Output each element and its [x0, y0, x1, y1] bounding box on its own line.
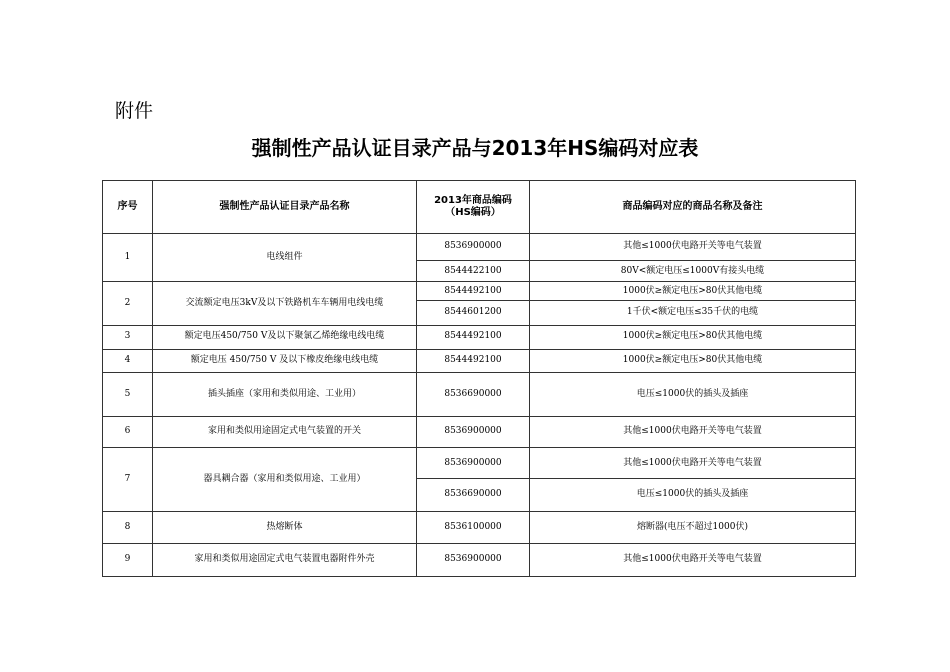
table-row — [103, 543, 856, 576]
table-row — [103, 372, 856, 416]
cell-code: 8536900000 — [417, 417, 530, 448]
cell-product: 家用和类似用途固定式电气装置电器附件外壳 — [153, 543, 417, 576]
cell-product: 家用和类似用途固定式电气装置的开关 — [153, 417, 417, 448]
cell-desc: 其他≤1000伏电路开关等电气装置 — [530, 417, 856, 448]
cell-seq: 1 — [103, 234, 153, 282]
header-hs-code-line2: （HS编码） — [445, 207, 501, 218]
cell-product: 额定电压450/750 V及以下聚氯乙烯绝缘电线电缆 — [153, 325, 417, 349]
cell-code: 8544422100 — [417, 261, 530, 282]
cell-seq: 3 — [103, 325, 153, 349]
table-row — [103, 325, 856, 349]
cell-seq: 2 — [103, 282, 153, 325]
table-row — [103, 234, 856, 261]
cell-code: 8536100000 — [417, 511, 530, 543]
cell-product: 交流额定电压3kV及以下铁路机车车辆用电线电缆 — [153, 282, 417, 325]
header-description: 商品编码对应的商品名称及备注 — [530, 181, 856, 234]
cell-code: 8536900000 — [417, 448, 530, 479]
table-row — [103, 282, 856, 301]
header-product-name: 强制性产品认证目录产品名称 — [153, 181, 417, 234]
cell-desc: 80V<额定电压≤1000V有接头电缆 — [530, 261, 856, 282]
cell-product: 插头插座（家用和类似用途、工业用） — [153, 372, 417, 416]
cell-desc: 其他≤1000伏电路开关等电气装置 — [530, 234, 856, 261]
header-seq: 序号 — [103, 181, 153, 234]
cell-desc: 1千伏<额定电压≤35千伏的电缆 — [530, 301, 856, 325]
cell-seq: 4 — [103, 349, 153, 372]
cell-code: 8544492100 — [417, 282, 530, 301]
cell-seq: 5 — [103, 372, 153, 416]
page-title: 强制性产品认证目录产品与2013年HS编码对应表 — [251, 136, 699, 160]
cell-desc: 1000伏≥额定电压>80伏其他电缆 — [530, 349, 856, 372]
cell-desc: 熔断器(电压不超过1000伏) — [530, 511, 856, 543]
hs-code-table — [102, 180, 856, 577]
cell-seq: 9 — [103, 543, 153, 576]
cell-code: 8536900000 — [417, 234, 530, 261]
cell-product: 器具耦合器（家用和类似用途、工业用） — [153, 448, 417, 511]
table-row — [103, 417, 856, 448]
cell-code: 8544601200 — [417, 301, 530, 325]
header-hs-code-line1: 2013年商品编码 — [434, 194, 512, 206]
cell-desc: 其他≤1000伏电路开关等电气装置 — [530, 543, 856, 576]
cell-seq: 6 — [103, 417, 153, 448]
table-row — [103, 511, 856, 543]
cell-desc: 其他≤1000伏电路开关等电气装置 — [530, 448, 856, 479]
cell-product: 热熔断体 — [153, 511, 417, 543]
cell-product: 电线组件 — [153, 234, 417, 282]
cell-code: 8544492100 — [417, 349, 530, 372]
attachment-label: 附件 — [115, 100, 154, 122]
header-hs-code — [417, 181, 530, 234]
table-row — [103, 349, 856, 372]
cell-code: 8544492100 — [417, 325, 530, 349]
cell-code: 8536690000 — [417, 479, 530, 511]
cell-desc: 1000伏≥额定电压>80伏其他电缆 — [530, 325, 856, 349]
cell-desc: 电压≤1000伏的插头及插座 — [530, 479, 856, 511]
cell-seq: 8 — [103, 511, 153, 543]
cell-desc: 1000伏≥额定电压>80伏其他电缆 — [530, 282, 856, 301]
cell-seq: 7 — [103, 448, 153, 511]
cell-desc: 电压≤1000伏的插头及插座 — [530, 372, 856, 416]
table-header-row — [103, 181, 856, 234]
cell-product: 额定电压 450/750 V 及以下橡皮绝缘电线电缆 — [153, 349, 417, 372]
cell-code: 8536690000 — [417, 372, 530, 416]
cell-code: 8536900000 — [417, 543, 530, 576]
table-row — [103, 448, 856, 479]
